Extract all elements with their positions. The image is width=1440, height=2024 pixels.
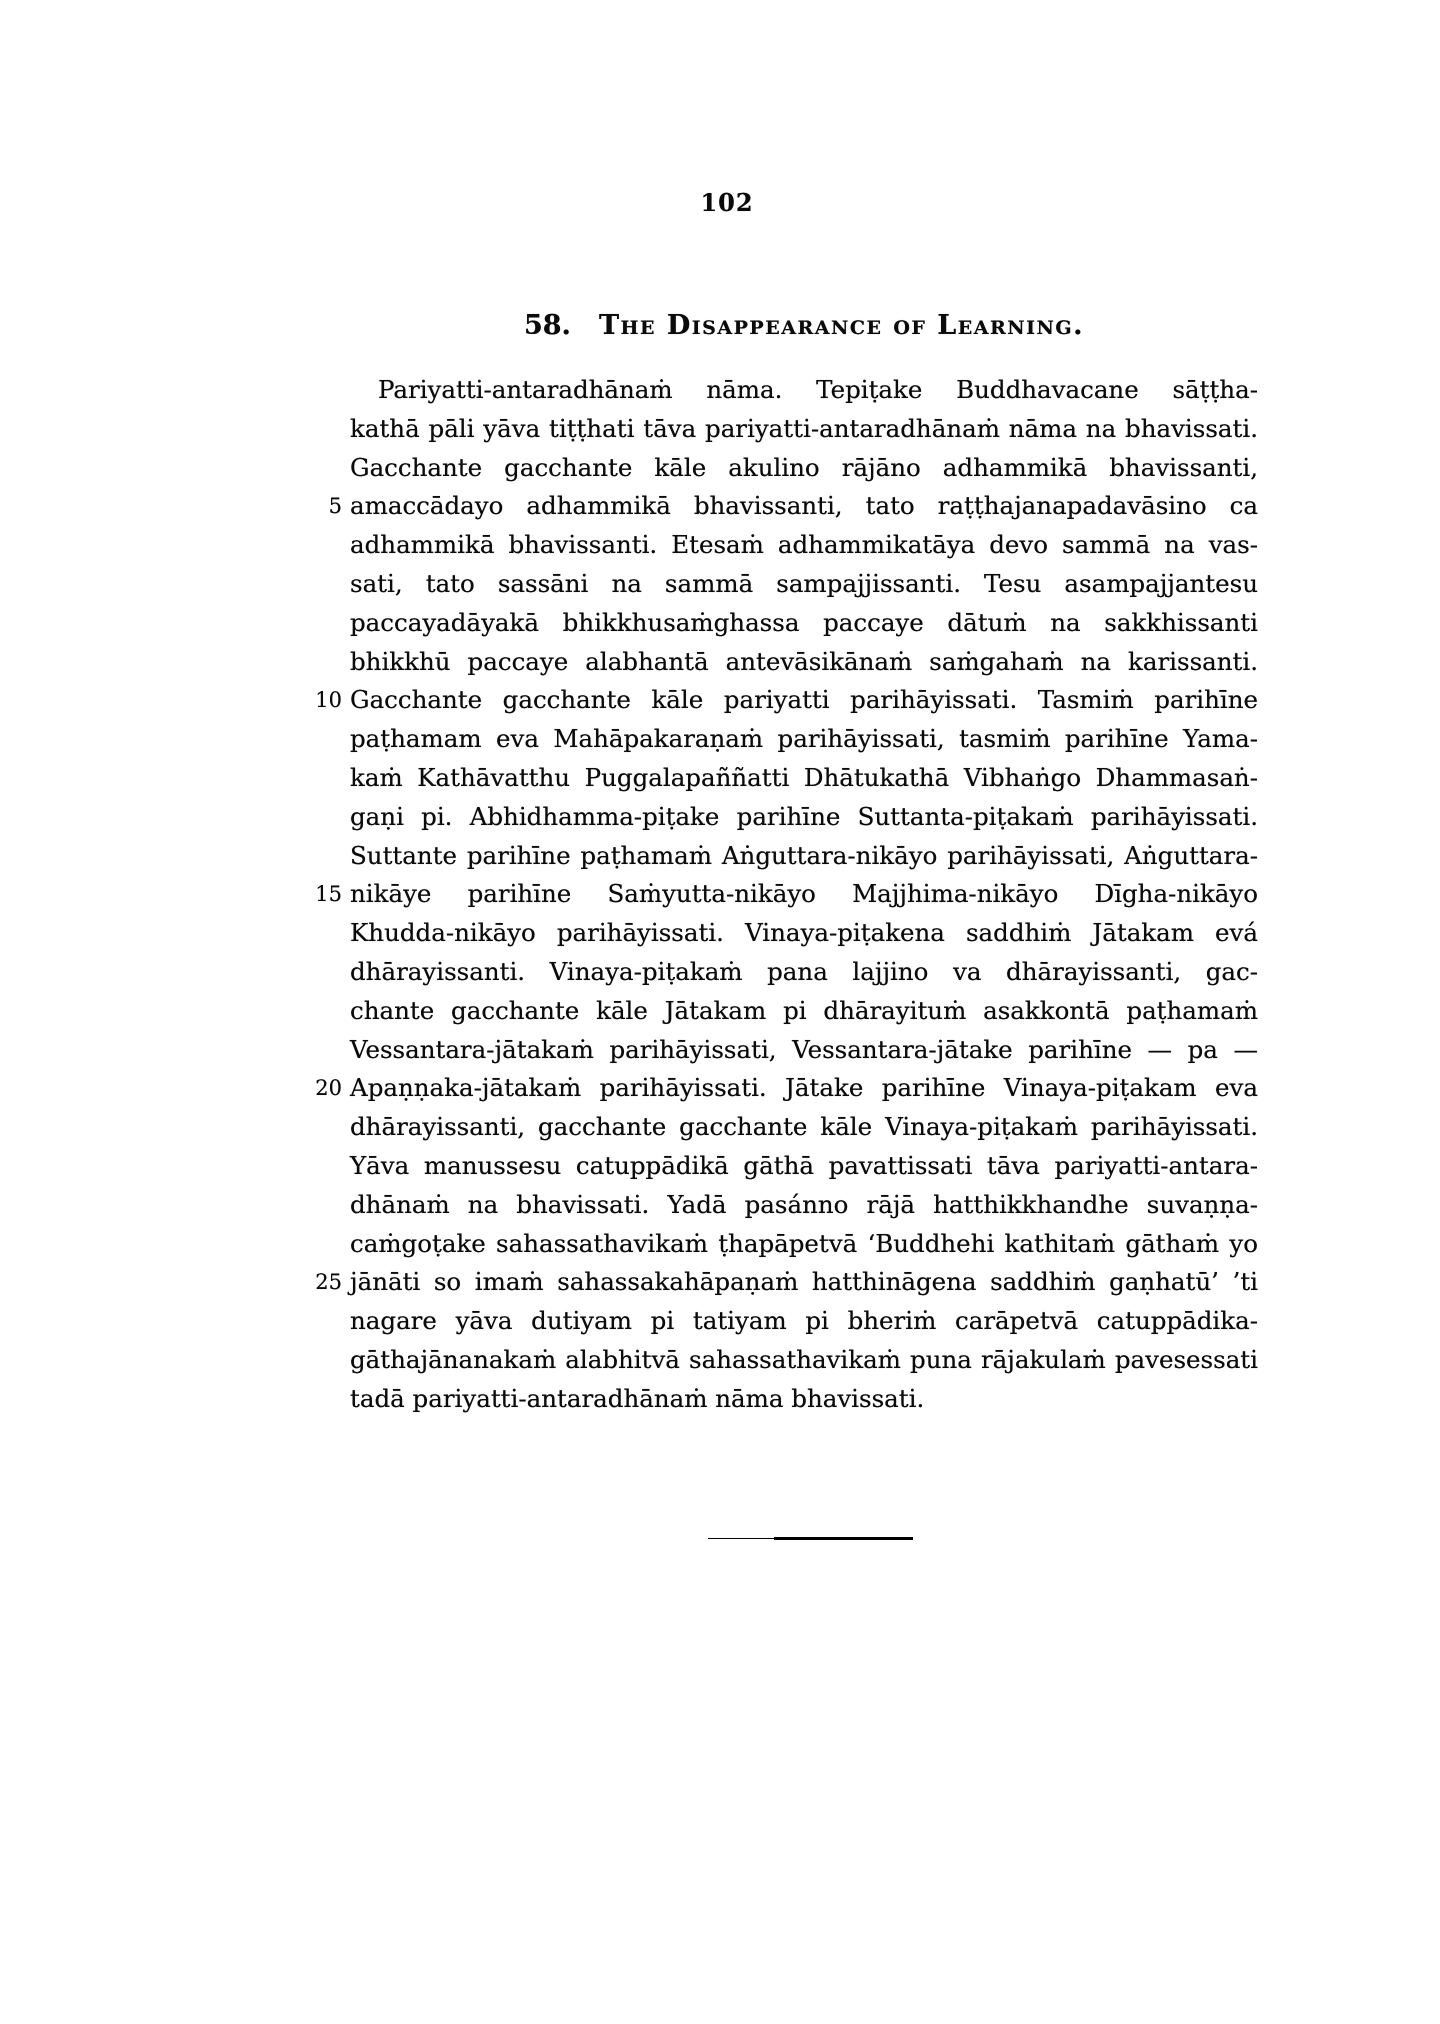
line-text: tadā pariyatti-antaradhānaṁ nāma bhavissati. — [350, 1383, 925, 1413]
section-number: 58. — [523, 310, 571, 341]
text-line — [350, 410, 1258, 449]
text-line — [350, 526, 1258, 565]
text-line — [350, 604, 1258, 643]
line-text: chante gacchante kāle Jātakam pi dhārayituṁ asakkontā paṭhamaṁ — [350, 995, 1258, 1025]
line-text: amaccādayo adhammikā bhavissanti, tato raṭṭhajanapadavāsino ca — [350, 491, 1258, 521]
line-text: caṁgoṭake sahassathavikaṁ ṭhapāpetvā ‘Buddhehi kathitaṁ gāthaṁ yo — [350, 1228, 1258, 1258]
text-line — [328, 487, 1258, 526]
line-text: Vessantara-jātakaṁ parihāyissati, Vessantara-jātake parihīne — pa — — [350, 1034, 1258, 1064]
text-line — [350, 1225, 1258, 1264]
divider-thick-segment — [774, 1537, 913, 1540]
line-text: dhānaṁ na bhavissati. Yadā pasánno rājā hatthikkhandhe suvaṇṇa- — [350, 1189, 1258, 1219]
line-text: Gacchante gacchante kāle akulino rājāno adhammikā bhavissanti, — [350, 452, 1258, 482]
section-divider — [708, 1536, 913, 1541]
divider-thin-segment — [708, 1538, 774, 1540]
text-line — [315, 681, 1258, 720]
section-title: The Disappearance of Learning. — [598, 310, 1085, 341]
text-line — [350, 837, 1258, 876]
line-text: Suttante parihīne paṭhamaṁ Aṅguttara-nikāyo parihāyissati, Aṅguttara- — [350, 840, 1258, 870]
text-line — [315, 875, 1258, 914]
line-number: 10 — [315, 688, 342, 713]
section-heading — [350, 310, 1258, 341]
line-text: Khudda-nikāyo parihāyissati. Vinaya-piṭakena saddhiṁ Jātakam evá — [350, 918, 1258, 948]
line-text: bhikkhū paccaye alabhantā antevāsikānaṁ saṁgahaṁ na karissanti. — [350, 646, 1258, 676]
line-text: nikāye parihīne Saṁyutta-nikāyo Majjhima-nikāyo Dīgha-nikāyo — [350, 879, 1258, 909]
text-line — [350, 643, 1258, 682]
line-number: 5 — [328, 494, 342, 519]
line-text: dhārayissanti, gacchante gacchante kāle Vinaya-piṭakaṁ parihāyissati. — [350, 1112, 1258, 1142]
text-line — [350, 759, 1258, 798]
line-text: adhammikā bhavissanti. Etesaṁ adhammikatāya devo sammā na vas- — [350, 530, 1258, 560]
line-number: 20 — [315, 1076, 342, 1101]
page-number: 102 — [700, 188, 754, 217]
line-text: Yāva manussesu catuppādikā gāthā pavattissati tāva pariyatti-antara- — [350, 1150, 1258, 1180]
line-text: dhārayissanti. Vinaya-piṭakaṁ pana lajjino va dhārayissanti, gac- — [350, 956, 1258, 986]
text-line — [350, 1108, 1258, 1147]
line-text: sati, tato sassāni na sammā sampajjissanti. Tesu asampajjantesu — [350, 568, 1258, 598]
text-line — [350, 914, 1258, 953]
text-line — [315, 1069, 1258, 1108]
text-line — [350, 953, 1258, 992]
line-text: nagare yāva dutiyam pi tatiyam pi bheriṁ carāpetvā catuppādika- — [350, 1306, 1258, 1336]
text-line — [350, 1147, 1258, 1186]
text-line — [350, 1186, 1258, 1225]
line-text: paṭhamam eva Mahāpakaraṇaṁ parihāyissati, tasmiṁ parihīne Yama- — [350, 724, 1258, 754]
text-line — [350, 720, 1258, 759]
text-line — [350, 1341, 1258, 1380]
text-line — [350, 1302, 1258, 1341]
text-line — [315, 1263, 1258, 1302]
line-text: jānāti so imaṁ sahassakahāpaṇaṁ hatthināgena saddhiṁ gaṇhatū’ ’ti — [350, 1267, 1258, 1297]
line-text: kathā pāli yāva tiṭṭhati tāva pariyatti-antaradhānaṁ nāma na bhavissati. — [350, 413, 1258, 443]
text-line — [350, 798, 1258, 837]
line-text: gāthajānanakaṁ alabhitvā sahassathavikaṁ puna rājakulaṁ pavesessati — [350, 1344, 1258, 1374]
line-text: kaṁ Kathāvatthu Puggalapaññatti Dhātukathā Vibhaṅgo Dhammasaṅ- — [350, 762, 1258, 792]
line-text: Pariyatti-antaradhānaṁ nāma. Tepiṭake Buddhavacane sāṭṭha- — [378, 375, 1258, 404]
body-text — [315, 371, 1258, 1419]
text-line — [350, 371, 1258, 410]
text-line — [350, 1031, 1258, 1070]
line-number: 15 — [315, 882, 342, 907]
line-number: 25 — [315, 1270, 342, 1295]
line-text: gaṇi pi. Abhidhamma-piṭake parihīne Suttanta-piṭakaṁ parihāyissati. — [350, 801, 1258, 831]
text-line — [350, 449, 1258, 488]
line-text: Gacchante gacchante kāle pariyatti parihāyissati. Tasmiṁ parihīne — [350, 685, 1258, 715]
line-text: Apaṇṇaka-jātakaṁ parihāyissati. Jātake parihīne Vinaya-piṭakam eva — [350, 1073, 1258, 1103]
text-line — [350, 565, 1258, 604]
line-text: paccayadāyakā bhikkhusaṁghassa paccaye dātuṁ na sakkhissanti — [350, 607, 1258, 637]
text-line — [350, 1380, 1258, 1419]
text-line — [350, 992, 1258, 1031]
